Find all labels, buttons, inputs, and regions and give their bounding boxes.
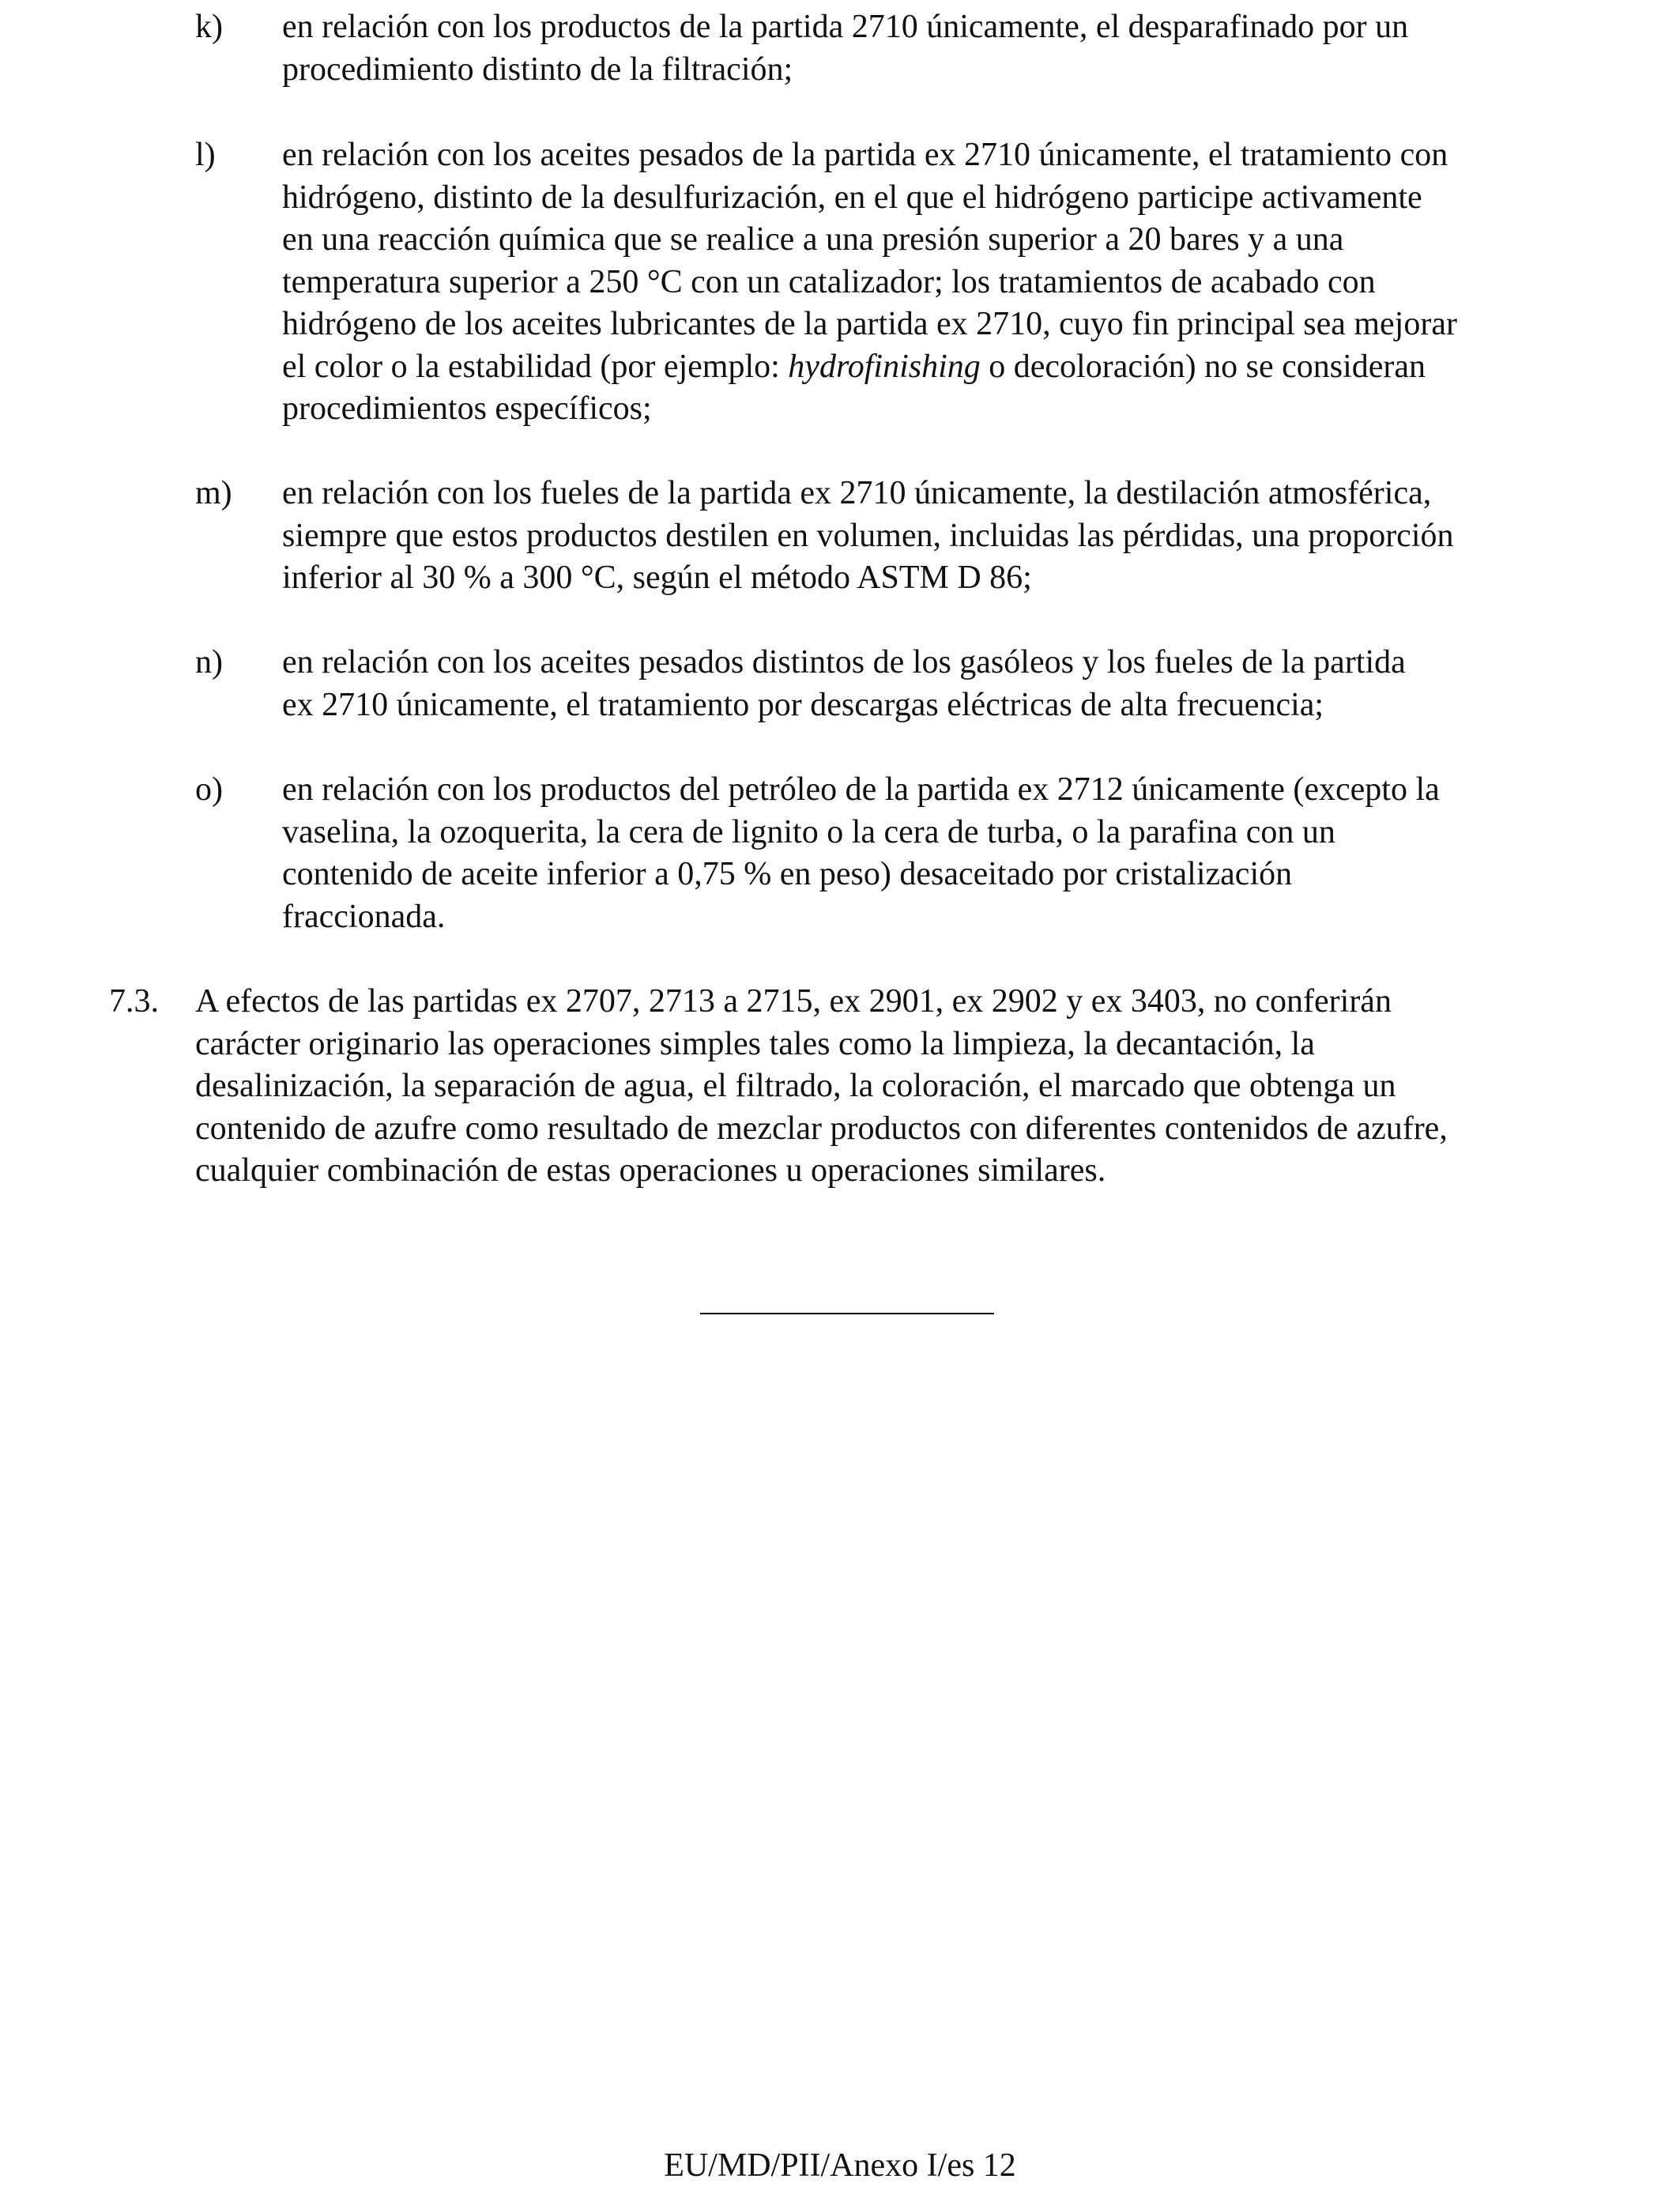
text-line: desalinización, la separación de agua, el filtrado, la coloración, el marcado que obtenga un — [195, 1068, 1396, 1104]
text-line: en relación con los aceites pesados de la partida ex 2710 únicamente, el tratamiento con — [282, 137, 1448, 173]
list-item-label: l) — [195, 137, 216, 173]
text-line: procedimientos específicos; — [282, 390, 652, 427]
list-item-text — [282, 6, 1594, 91]
list-item-label: m) — [195, 475, 232, 511]
text-line: ex 2710 únicamente, el tratamiento por descargas eléctricas de alta frecuencia; — [282, 686, 1324, 723]
paragraph-text — [195, 981, 1598, 1193]
list-item-text — [282, 769, 1594, 938]
text-segment: el color o la estabilidad (por ejemplo: — [282, 348, 789, 385]
text-line: hidrógeno, distinto de la desulfurización, en el que el hidrógeno participe activamente — [282, 179, 1422, 216]
text-line: fraccionada. — [282, 898, 446, 935]
list-item-label: o) — [195, 771, 223, 808]
text-line: en relación con los productos del petróleo de la partida ex 2712 únicamente (excepto la — [282, 771, 1440, 808]
italic-term: hydrofinishing — [788, 348, 981, 385]
text-line: A efectos de las partidas ex 2707, 2713 a 2715, ex 2901, ex 2902 y ex 3403, no conferirán — [195, 983, 1392, 1020]
text-line: contenido de aceite inferior a 0,75 % en peso) desaceitado por cristalización — [282, 856, 1293, 892]
text-line: temperatura superior a 250 °C con un catalizador; los tratamientos de acabado con — [282, 263, 1376, 300]
list-item-text — [282, 134, 1594, 431]
text-line: inferior al 30 % a 300 °C, según el método ASTM D 86; — [282, 560, 1032, 596]
text-line: en relación con los fueles de la partida ex 2710 únicamente, la destilación atmosférica, — [282, 475, 1432, 511]
list-item-text — [282, 642, 1594, 726]
text-line: hidrógeno de los aceites lubricantes de la partida ex 2710, cuyo fin principal sea mejorar — [282, 306, 1457, 342]
text-line: siempre que estos productos destilen en volumen, incluidas las pérdidas, una proporción — [282, 517, 1454, 554]
page-footer-reference: EU/MD/PII/Anexo I/es 12 — [664, 2147, 1016, 2184]
paragraph-number: 7.3. — [109, 983, 159, 1020]
text-line: en relación con los aceites pesados distintos de los gasóleos y los fueles de la partida — [282, 644, 1406, 680]
text-line: en relación con los productos de la partida 2710 únicamente, el desparafinado por un — [282, 9, 1409, 45]
text-line: en una reacción química que se realice a una presión superior a 20 bares y a una — [282, 221, 1344, 258]
text-line: carácter originario las operaciones simples tales como la limpieza, la decantación, la — [195, 1025, 1315, 1062]
text-segment: o decoloración) no se consideran — [980, 348, 1426, 385]
text-line: procedimiento distinto de la filtración; — [282, 51, 793, 88]
list-item-text — [282, 473, 1594, 600]
text-line: vaselina, la ozoquerita, la cera de lignito o la cera de turba, o la parafina con un — [282, 813, 1335, 850]
end-separator-line — [700, 1313, 994, 1314]
text-line: contenido de azufre como resultado de mezclar productos con diferentes contenidos de azufre, — [195, 1110, 1448, 1147]
text-line — [282, 346, 1594, 389]
list-item-label: k) — [195, 9, 223, 45]
text-line: cualquier combinación de estas operaciones u operaciones similares. — [195, 1152, 1106, 1189]
list-item-label: n) — [195, 644, 223, 680]
